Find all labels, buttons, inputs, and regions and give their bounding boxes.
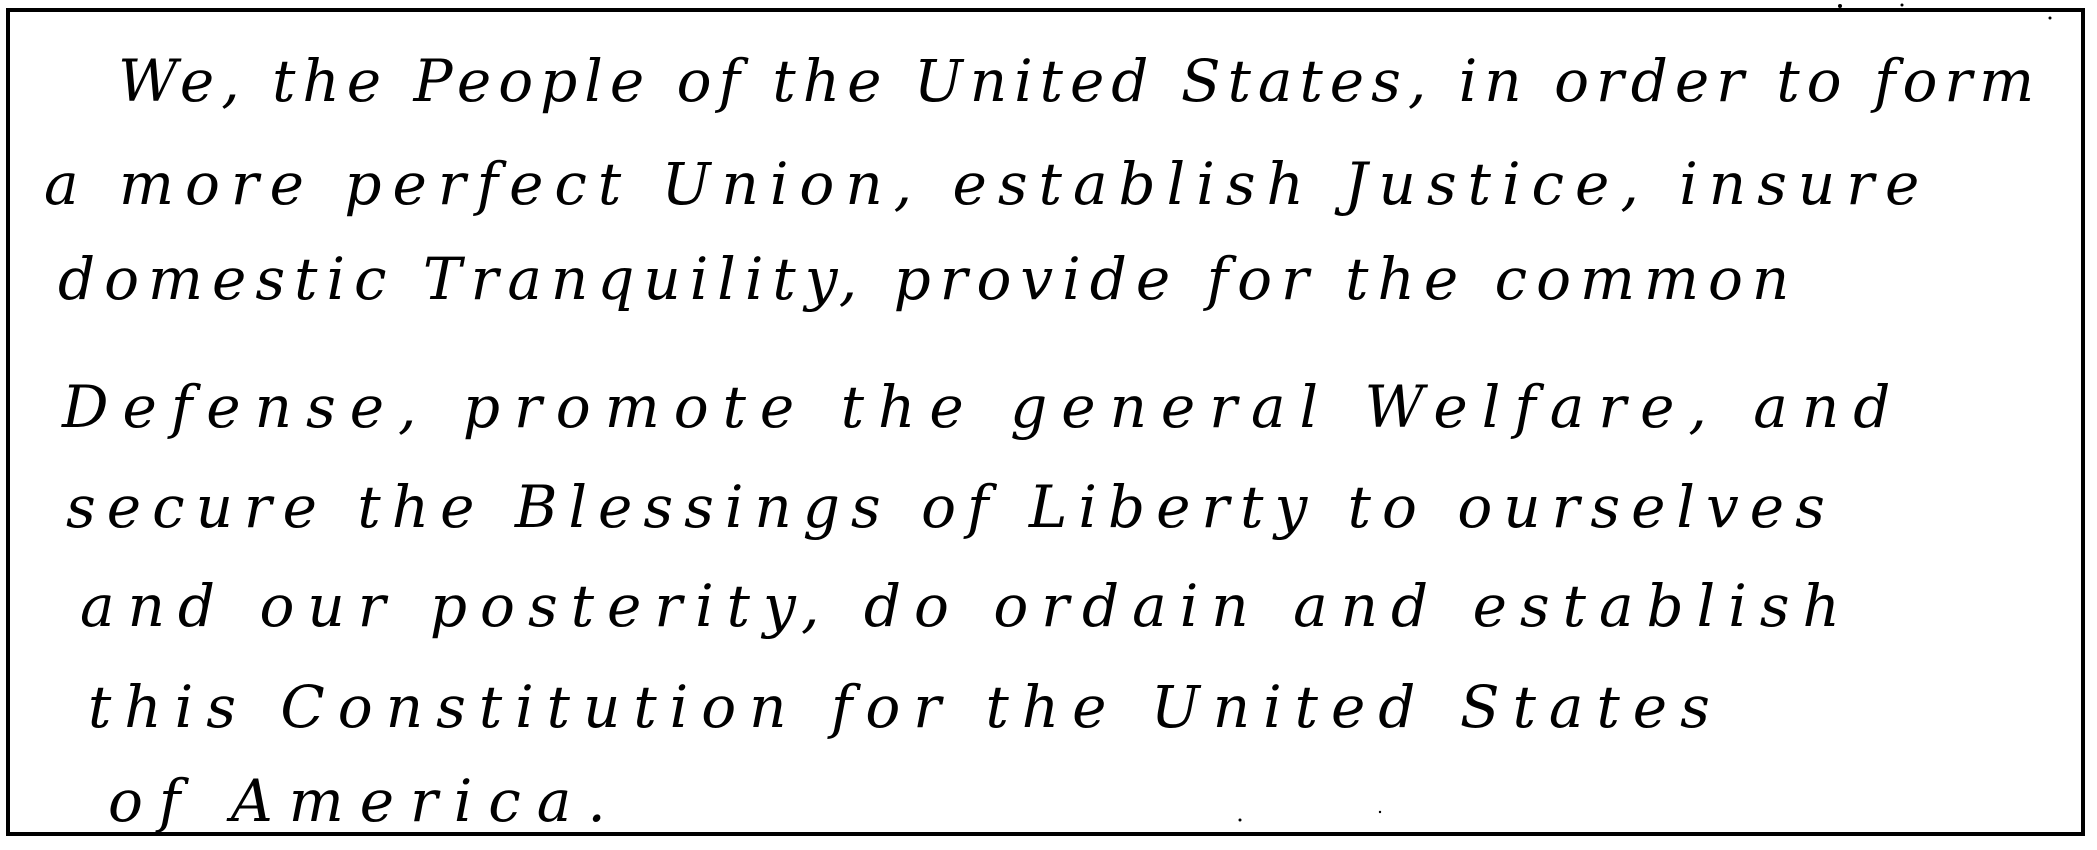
- handwritten-line-4: Defense, promote the general Welfare, and: [62, 373, 1905, 441]
- handwritten-line-7: this Constitution for the United States: [88, 673, 1723, 741]
- handwritten-line-2: a more perfect Union, establish Justice, insure: [44, 150, 1931, 218]
- handwritten-line-8: of America.: [108, 767, 622, 835]
- handwritten-line-6: and our posterity, do ordain and establish: [80, 572, 1853, 640]
- handwritten-line-5: secure the Blessings of Liberty to ourselves: [66, 473, 1836, 541]
- handwritten-line-1: We, the People of the United States, in order to form: [118, 47, 2042, 115]
- handwritten-line-3: domestic Tranquility, provide for the common: [58, 245, 1799, 313]
